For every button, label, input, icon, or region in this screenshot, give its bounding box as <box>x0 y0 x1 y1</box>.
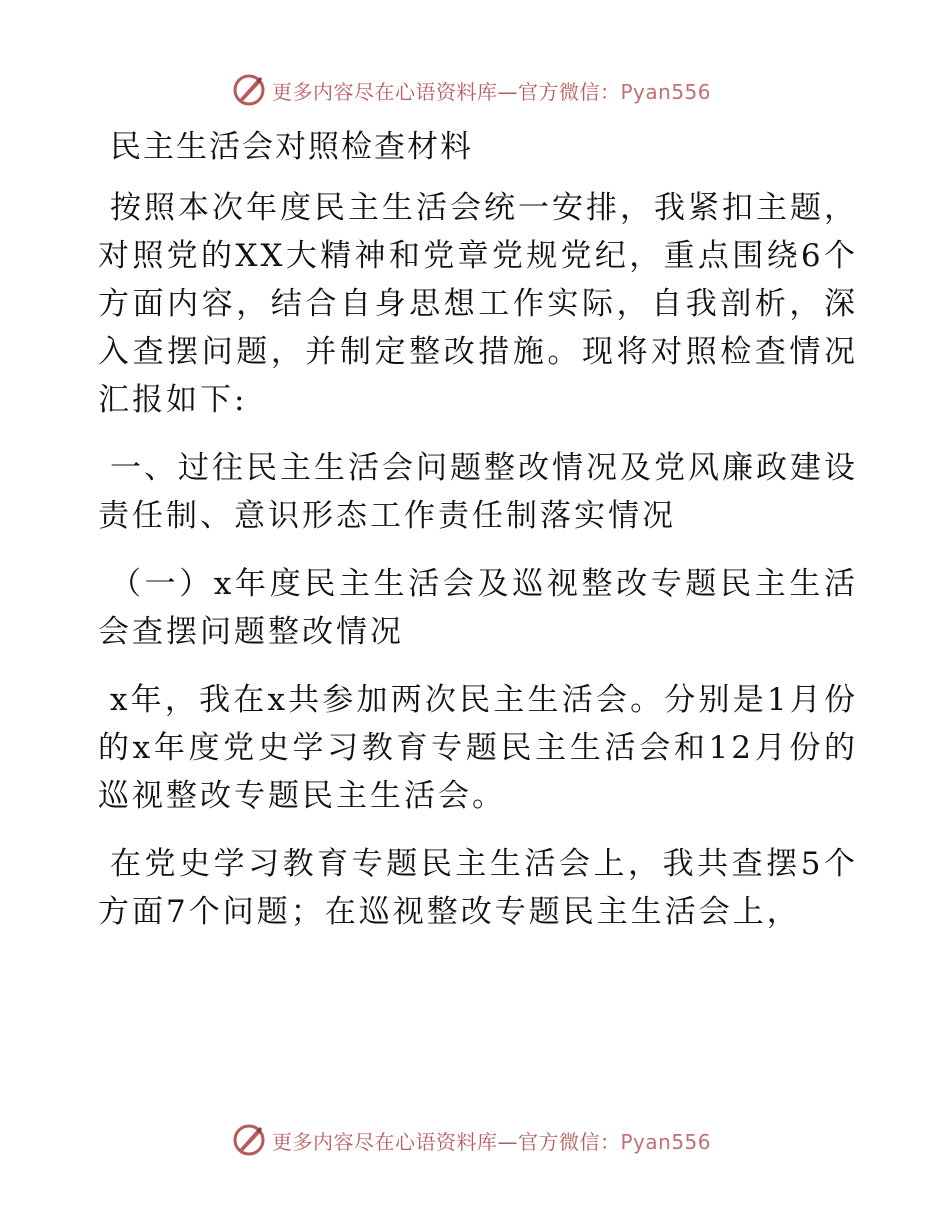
subsection-heading-1: （一）x年度民主生活会及巡视整改专题民主生活会查摆问题整改情况 <box>98 566 858 650</box>
paragraph-intro: 按照本次年度民主生活会统一安排，我紧扣主题，对照党的XX大精神和党章党规党纪，重点围绕6个方面内容，结合自身思想工作实际，自我剖析，深入查摆问题，并制定整改措施。现将对照检查情况汇报如下: <box>98 190 858 418</box>
quill-logo-icon <box>232 73 266 107</box>
watermark-id: Pyan556 <box>620 79 712 104</box>
watermark-text: 更多内容尽在心语资料库—官方微信： <box>272 1129 621 1154</box>
watermark <box>232 1122 711 1158</box>
paragraph-issues: 在党史学习教育专题民主生活会上，我共查摆5个方面7个问题；在巡视整改专题民主生活会上， <box>98 846 858 930</box>
watermark-text: 更多内容尽在心语资料库—官方微信： <box>272 79 621 104</box>
paragraph-meetings: x年，我在x共参加两次民主生活会。分别是1月份的x年度党史学习教育专题民主生活会和12月份的巡视整改专题民主生活会。 <box>98 682 858 814</box>
section-heading-1: 一、过往民主生活会问题整改情况及党风廉政建设责任制、意识形态工作责任制落实情况 <box>98 450 858 534</box>
document-title: 民主生活会对照检查材料 <box>110 129 473 165</box>
watermark-id: Pyan556 <box>620 1129 712 1154</box>
header-watermark <box>0 70 950 110</box>
quill-logo-icon <box>232 1123 266 1157</box>
watermark <box>232 72 711 108</box>
document-body <box>98 118 858 956</box>
footer-watermark <box>0 1120 950 1160</box>
